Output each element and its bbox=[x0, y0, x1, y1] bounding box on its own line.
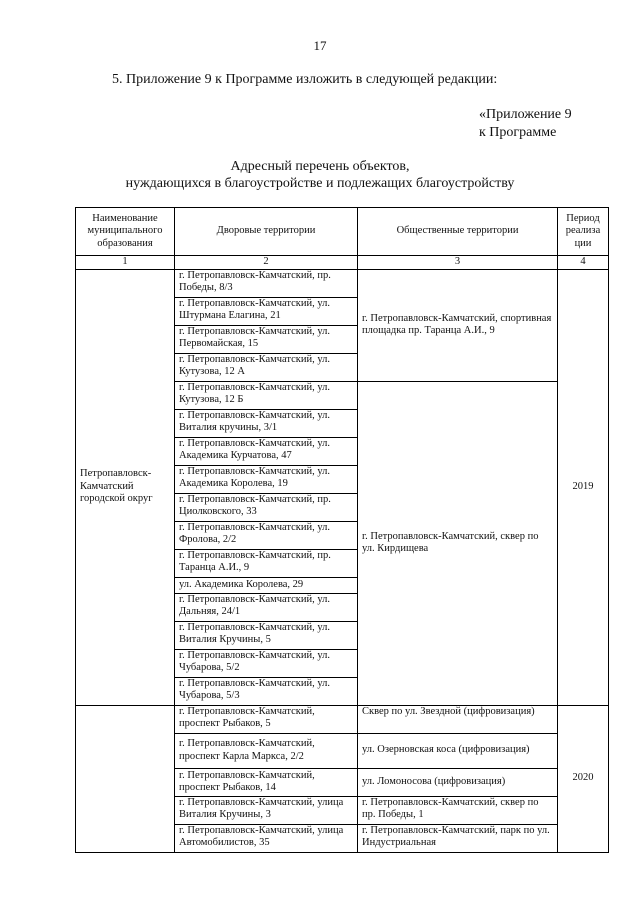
yard-cell: г. Петропавловск-Камчатский, проспект Рыбаков, 5 bbox=[175, 705, 358, 733]
municipality-cell: Петропавловск-Камчатский городской округ bbox=[76, 269, 175, 705]
col-number-4: 4 bbox=[558, 256, 609, 270]
yard-cell: г. Петропавловск-Камчатский, ул. Академика Королева, 19 bbox=[175, 465, 358, 493]
yard-cell: г. Петропавловск-Камчатский, ул. Кутузова, 12 Б bbox=[175, 381, 358, 409]
address-table bbox=[75, 207, 609, 853]
municipality-continued-cell bbox=[76, 705, 175, 852]
header-yards: Дворовые территории bbox=[175, 208, 358, 256]
title-line-2: нуждающихся в благоустройстве и подлежащих благоустройству bbox=[125, 176, 515, 191]
yard-cell: г. Петропавловск-Камчатский, ул. Дальняя, 24/1 bbox=[175, 593, 358, 621]
document-title bbox=[0, 158, 640, 192]
public-cell: Сквер по ул. Звездной (цифровизация) bbox=[358, 705, 558, 733]
yard-cell: г. Петропавловск-Камчатский, пр. Победы, 8/3 bbox=[175, 269, 358, 297]
yard-cell: г. Петропавловск-Камчатский, улица Виталия Кручины, 3 bbox=[175, 796, 358, 824]
yard-cell: г. Петропавловск-Камчатский, проспект Рыбаков, 14 bbox=[175, 768, 358, 796]
period-cell: 2019 bbox=[558, 269, 609, 705]
public-cell: г. Петропавловск-Камчатский, сквер по пр. Победы, 1 bbox=[358, 796, 558, 824]
appendix-label bbox=[479, 106, 572, 142]
period-cell: 2020 bbox=[558, 705, 609, 852]
yard-cell: г. Петропавловск-Камчатский, улица Автомобилистов, 35 bbox=[175, 824, 358, 852]
col-number-1: 1 bbox=[76, 256, 175, 270]
yard-cell: ул. Академика Королева, 29 bbox=[175, 577, 358, 593]
yard-cell: г. Петропавловск-Камчатский, проспект Карла Маркса, 2/2 bbox=[175, 733, 358, 768]
header-public: Общественные территории bbox=[358, 208, 558, 256]
col-number-2: 2 bbox=[175, 256, 358, 270]
yard-cell: г. Петропавловск-Камчатский, пр. Циолковского, 33 bbox=[175, 493, 358, 521]
page-number: 17 bbox=[313, 38, 327, 53]
intro-paragraph: 5. Приложение 9 к Программе изложить в следующей редакции: bbox=[112, 72, 498, 87]
appendix-line-2: к Программе bbox=[479, 125, 557, 140]
yard-cell: г. Петропавловск-Камчатский, ул. Академика Курчатова, 47 bbox=[175, 437, 358, 465]
public-cell: г. Петропавловск-Камчатский, спортивная площадка пр. Таранца А.И., 9 bbox=[358, 269, 558, 381]
col-number-3: 3 bbox=[358, 256, 558, 270]
appendix-line-1: «Приложение 9 bbox=[479, 107, 572, 122]
yard-cell: г. Петропавловск-Камчатский, ул. Виталия Кручины, 5 bbox=[175, 621, 358, 649]
yard-cell: г. Петропавловск-Камчатский, пр. Таранца А.И., 9 bbox=[175, 549, 358, 577]
header-period: Период реализа ции bbox=[558, 208, 609, 256]
yard-cell: г. Петропавловск-Камчатский, ул. Чубарова, 5/3 bbox=[175, 677, 358, 705]
yard-cell: г. Петропавловск-Камчатский, ул. Виталия кручины, 3/1 bbox=[175, 409, 358, 437]
public-cell: ул. Озерновская коса (цифровизация) bbox=[358, 733, 558, 768]
yard-cell: г. Петропавловск-Камчатский, ул. Кутузова, 12 А bbox=[175, 353, 358, 381]
yard-cell: г. Петропавловск-Камчатский, ул. Первомайская, 15 bbox=[175, 325, 358, 353]
yard-cell: г. Петропавловск-Камчатский, ул. Чубарова, 5/2 bbox=[175, 649, 358, 677]
public-cell: г. Петропавловск-Камчатский, парк по ул. Индустриальная bbox=[358, 824, 558, 852]
title-line-1: Адресный перечень объектов, bbox=[230, 159, 410, 174]
public-cell: г. Петропавловск-Камчатский, сквер по ул. Кирдищева bbox=[358, 381, 558, 705]
yard-cell: г. Петропавловск-Камчатский, ул. Штурмана Елагина, 21 bbox=[175, 297, 358, 325]
yard-cell: г. Петропавловск-Камчатский, ул. Фролова, 2/2 bbox=[175, 521, 358, 549]
header-municipality: Наименование муниципального образования bbox=[76, 208, 175, 256]
public-cell: ул. Ломоносова (цифровизация) bbox=[358, 768, 558, 796]
